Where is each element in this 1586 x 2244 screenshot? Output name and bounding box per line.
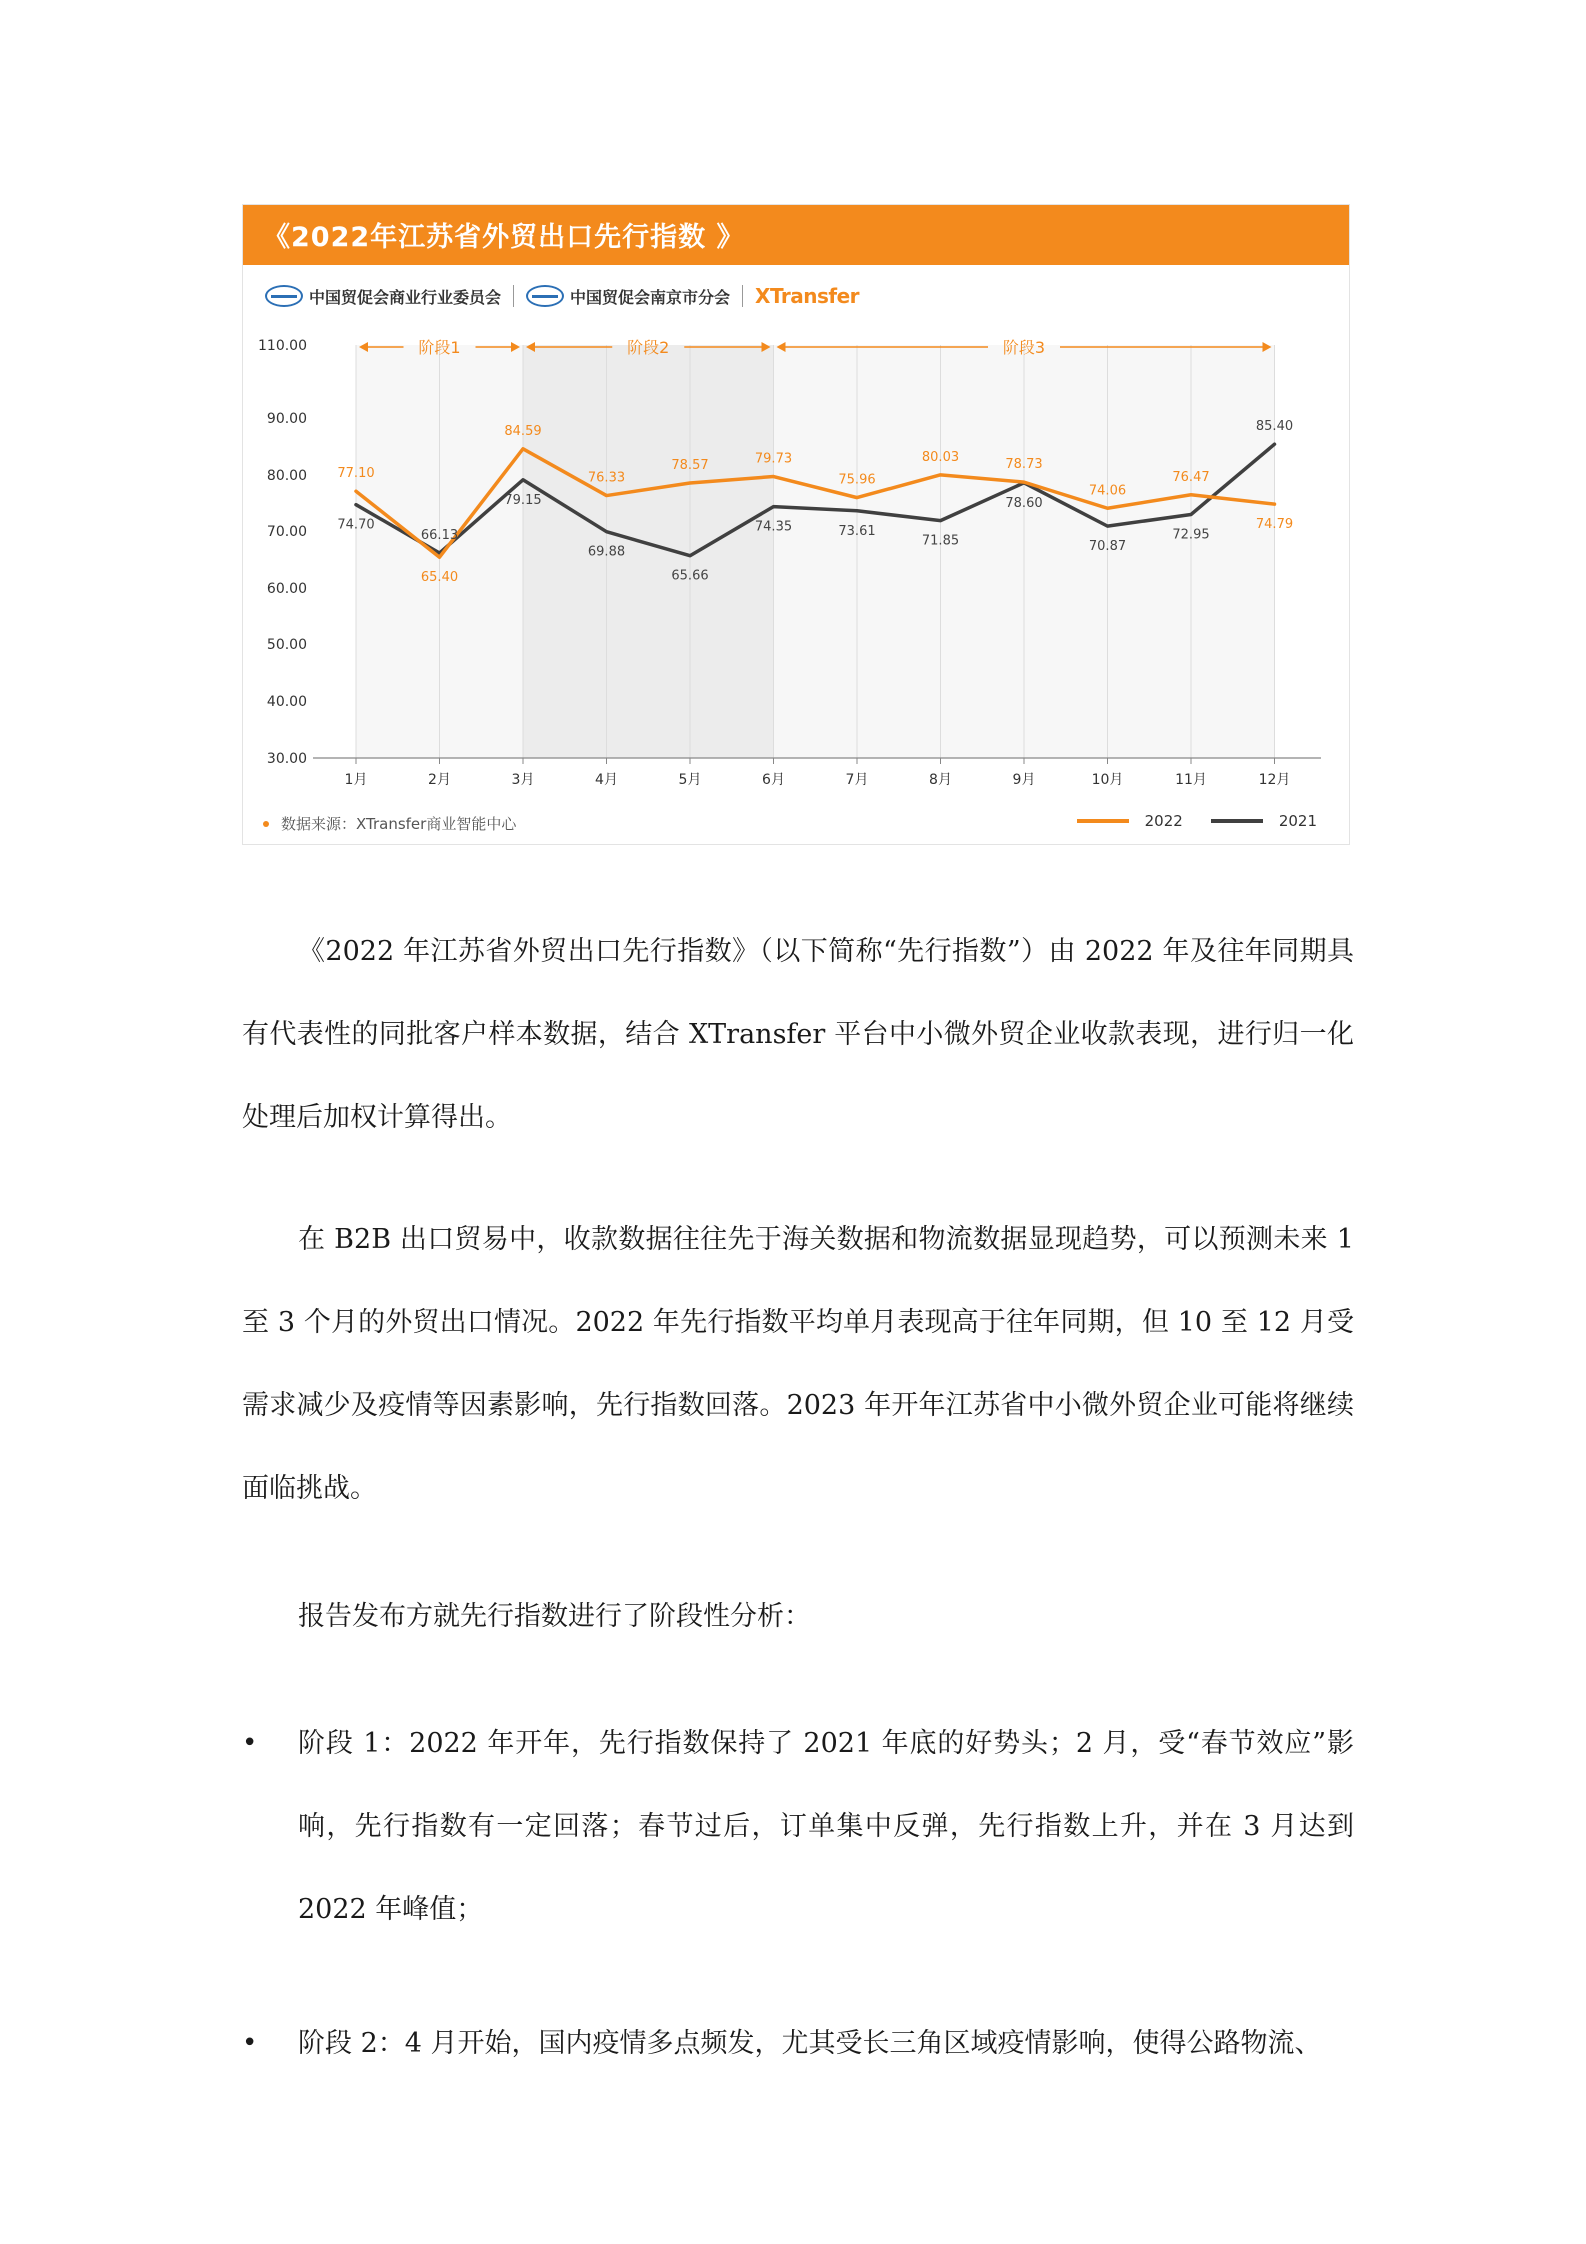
data-label-2021: 73.61 (838, 523, 876, 539)
bullet-phase-2: 阶段 2：4 月开始，国内疫情多点频发，尤其受长三角区域疫情影响，使得公路物流、 (298, 2028, 1322, 2059)
y-tick-label: 70.00 (266, 524, 307, 540)
y-tick-label: 90.00 (266, 411, 307, 427)
bullet-phase-1: 阶段 1：2022 年开年，先行指数保持了 2021 年底的好势头；2 月，受“春节效应”影响，先行指数有一定回落；春节过后，订单集中反弹，先行指数上升，并在 3 月达到 2022 年峰值； (298, 1728, 1354, 1925)
data-label-2022: 78.57 (671, 458, 709, 474)
legend-swatch-2021 (1211, 819, 1263, 823)
data-source-text: 数据来源：XTransfer商业智能中心 (281, 815, 517, 833)
phase-label-3: 阶段3 (1002, 338, 1046, 357)
x-tick-label: 9月 (1012, 772, 1036, 788)
data-label-2021: 72.95 (1172, 527, 1210, 543)
logo-commerce-committee: 中国贸促会商业行业委员会 (309, 287, 502, 307)
data-label-2021: 85.40 (1255, 419, 1294, 435)
chart-legend (1049, 812, 1317, 830)
data-label-2021: 66.13 (420, 528, 459, 544)
x-tick-label: 5月 (678, 772, 702, 788)
data-label-2022: 80.03 (921, 449, 960, 465)
legend-label-2021: 2021 (1278, 812, 1317, 830)
x-tick-label: 7月 (845, 772, 869, 788)
x-tick-label: 6月 (762, 772, 785, 788)
phase-band-2 (523, 345, 774, 758)
x-tick-label: 12月 (1258, 772, 1291, 788)
bullet-icon: • (242, 2028, 258, 2058)
data-label-2021: 74.70 (337, 517, 375, 533)
y-tick-label: 50.00 (266, 637, 307, 653)
x-tick-label: 3月 (511, 772, 535, 788)
logo-nanjing-branch: 中国贸促会南京市分会 (570, 287, 731, 307)
paragraph-index-intro: 《2022 年江苏省外贸出口先行指数》（以下简称“先行指数”）由 2022 年及往年同期具有代表性的同批客户样本数据，结合 XTransfer 平台中小微外贸企业收款表现，进行归一化处理后加权计算得出。 (242, 936, 1354, 1133)
bullet-icon: • (242, 1728, 258, 1758)
x-tick-label: 10月 (1091, 772, 1124, 788)
data-label-2022: 84.59 (504, 423, 542, 439)
xtransfer-logo: XTransfer (755, 284, 860, 308)
y-tick-label: 60.00 (266, 581, 307, 597)
data-label-2022: 76.47 (1172, 469, 1210, 485)
data-source (263, 813, 516, 834)
x-tick-label: 2月 (428, 772, 451, 788)
data-label-2021: 70.87 (1088, 539, 1127, 555)
y-tick-label: 80.00 (266, 468, 307, 484)
y-tick-label: 110.00 (258, 338, 307, 354)
paragraph-b2b-trend: 在 B2B 出口贸易中，收款数据往往先于海关数据和物流数据显现趋势，可以预测未来 1 至 3 个月的外贸出口情况。2022 年先行指数平均单月表现高于往年同期，但 10 至 12 月受需求减少及疫情等因素影响，先行指数回落。2023 年开年江苏省中小微外贸企业可能将继续面临挑战。 (242, 1224, 1354, 1504)
data-label-2021: 69.88 (587, 544, 626, 560)
data-label-2022: 74.06 (1088, 483, 1127, 499)
data-label-2021: 65.66 (671, 568, 709, 584)
data-label-2022: 74.79 (1255, 517, 1294, 533)
legend-swatch-2022 (1077, 819, 1129, 823)
x-tick-label: 4月 (595, 772, 618, 788)
data-label-2022: 77.10 (337, 466, 375, 482)
line-chart (243, 205, 1349, 844)
y-tick-label: 40.00 (266, 694, 307, 710)
data-label-2022: 79.73 (754, 451, 793, 467)
x-tick-label: 1月 (344, 772, 368, 788)
legend-item-2021 (1211, 812, 1317, 830)
phase-label-1: 阶段1 (418, 338, 461, 357)
data-label-2021: 79.15 (504, 492, 542, 508)
chart-card (242, 204, 1350, 845)
data-label-2022: 76.33 (587, 470, 626, 486)
source-bullet-icon (263, 821, 269, 827)
data-label-2022: 78.73 (1005, 457, 1043, 473)
phase-label-2: 阶段2 (627, 338, 670, 357)
chart-title: 《2022年江苏省外贸出口先行指数 》 (263, 222, 745, 253)
data-label-2022: 65.40 (420, 570, 459, 586)
data-label-2021: 71.85 (921, 533, 960, 549)
legend-label-2022: 2022 (1144, 812, 1183, 830)
data-label-2021: 74.35 (754, 519, 793, 535)
y-tick-label: 30.00 (266, 751, 307, 767)
x-tick-label: 11月 (1175, 772, 1207, 788)
data-label-2022: 75.96 (838, 472, 876, 488)
data-label-2021: 78.60 (1005, 495, 1043, 511)
legend-item-2022 (1077, 812, 1183, 830)
x-tick-label: 8月 (929, 772, 952, 788)
paragraph-phase-analysis: 报告发布方就先行指数进行了阶段性分析： (298, 1601, 811, 1632)
